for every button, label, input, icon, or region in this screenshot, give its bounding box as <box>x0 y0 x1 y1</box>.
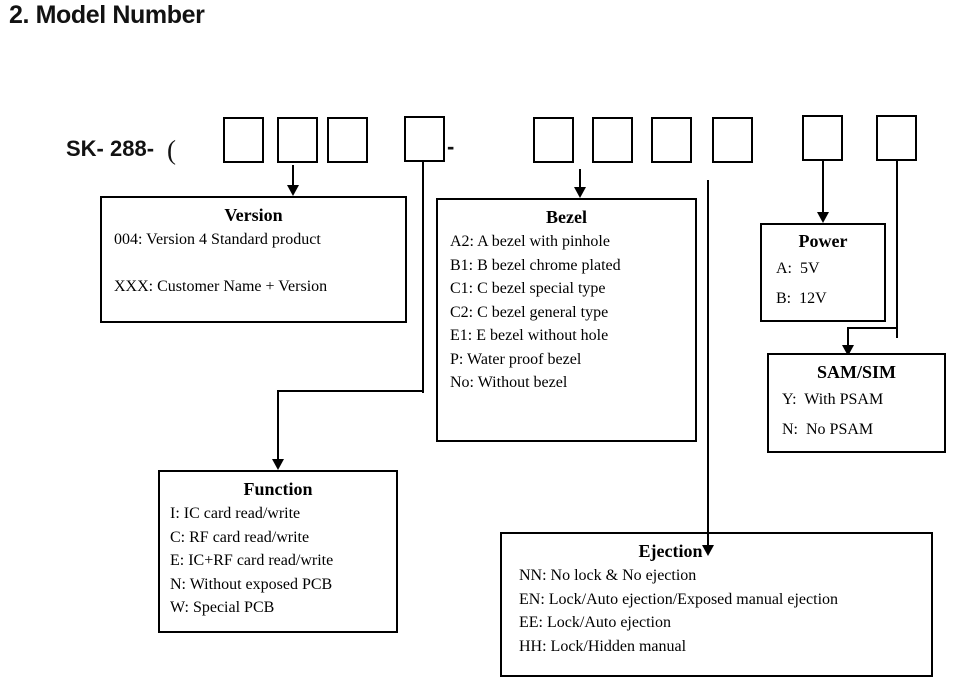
bezel-line: E1: E bezel without hole <box>450 327 609 344</box>
model-prefix-text: SK- 288- <box>66 136 155 161</box>
model-digit-box-7 <box>651 117 692 163</box>
bezel-arrow-line <box>579 169 581 188</box>
model-digit-box-4 <box>404 116 445 162</box>
version-title: Version <box>224 205 283 225</box>
power-line: B: 12V <box>776 290 827 307</box>
model-digit-box-5 <box>533 117 574 163</box>
model-digit-box-2 <box>277 117 318 163</box>
samsim-arrow-line <box>847 327 849 346</box>
function-line: N: Without exposed PCB <box>170 575 333 593</box>
bezel-line: B1: B bezel chrome plated <box>450 256 621 274</box>
ejection-line: NN: No lock & No ejection <box>519 567 697 584</box>
version-arrowhead-icon <box>287 185 299 196</box>
function-connector-vertical <box>422 161 424 393</box>
bezel-box <box>436 198 697 442</box>
version-line: 004: Version 4 Standard product <box>114 231 321 248</box>
separator-dash: - <box>447 134 455 159</box>
bezel-arrowhead-icon <box>574 187 586 198</box>
power-box <box>760 223 886 322</box>
power-title: Power <box>798 231 848 251</box>
bezel-line: C2: C bezel general type <box>450 303 609 321</box>
function-connector-horizontal <box>277 390 424 392</box>
samsim-connector-vertical <box>896 161 898 338</box>
samsim-connector-horizontal <box>847 327 898 329</box>
power-line: A: 5V <box>776 260 820 277</box>
bezel-line: C1: C bezel special type <box>450 280 606 297</box>
version-box <box>100 196 407 323</box>
ejection-arrow-line <box>707 180 709 546</box>
model-digit-box-10 <box>876 115 917 161</box>
ejection-line: EE: Lock/Auto ejection <box>519 614 671 631</box>
function-arrowhead-icon <box>272 459 284 470</box>
version-line: XXX: Customer Name + Version <box>114 278 328 295</box>
function-line: E: IC+RF card read/write <box>170 552 334 569</box>
function-line: I: IC card read/write <box>170 505 301 522</box>
ejection-box <box>500 532 933 677</box>
ejection-title: Ejection <box>638 541 703 561</box>
open-paren: ( <box>167 135 177 165</box>
version-arrow-line <box>292 165 294 186</box>
function-title: Function <box>243 479 313 499</box>
bezel-line: P: Water proof bezel <box>450 350 582 368</box>
function-line: C: RF card read/write <box>170 528 310 546</box>
function-box <box>158 470 398 633</box>
model-prefix <box>66 135 176 166</box>
model-digit-box-8 <box>712 117 753 163</box>
function-line: W: Special PCB <box>170 599 275 616</box>
power-arrow-line <box>822 161 824 213</box>
sam-sim-box <box>767 353 946 453</box>
ejection-line: HH: Lock/Hidden manual <box>519 637 687 655</box>
model-digit-box-3 <box>327 117 368 163</box>
model-digit-box-1 <box>223 117 264 163</box>
ejection-line: EN: Lock/Auto ejection/Exposed manual ejection <box>519 590 839 608</box>
sam-sim-line: Y: With PSAM <box>782 391 884 408</box>
bezel-line: A2: A bezel with pinhole <box>450 233 610 250</box>
power-arrowhead-icon <box>817 212 829 223</box>
bezel-line: No: Without bezel <box>450 374 568 391</box>
ejection-arrowhead-icon <box>702 545 714 556</box>
model-digit-box-6 <box>592 117 633 163</box>
page-title: 2. Model Number <box>9 1 205 29</box>
bezel-title: Bezel <box>546 207 587 227</box>
function-arrow-line <box>277 390 279 460</box>
sam-sim-line: N: No PSAM <box>782 421 874 438</box>
sam-sim-title: SAM/SIM <box>816 362 896 382</box>
model-digit-box-9 <box>802 115 843 161</box>
